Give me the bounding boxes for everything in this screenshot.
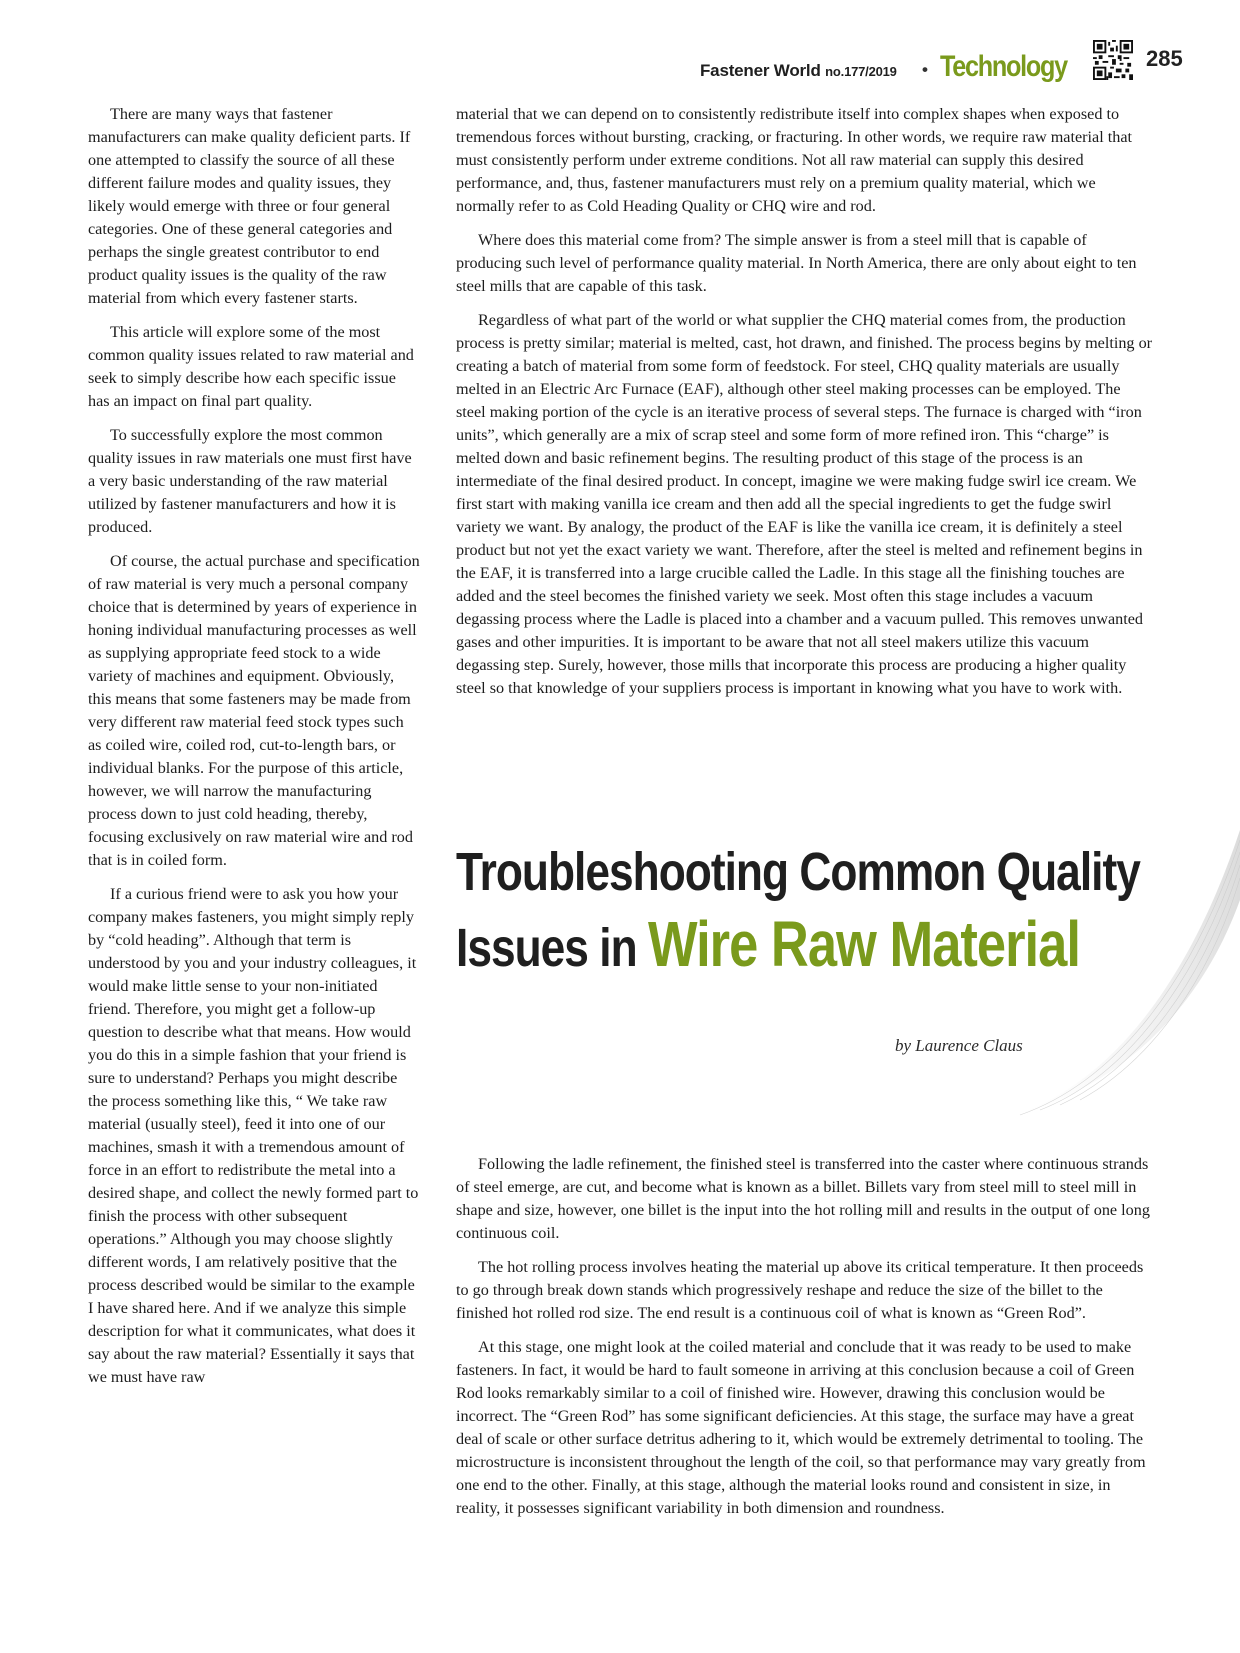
header-separator: • <box>922 60 928 79</box>
magazine-title: Fastener World <box>700 61 821 80</box>
paragraph: Following the ladle refinement, the finished steel is transferred into the caster where continuous strands of steel emerge, are cut, and become what is known as a billet. Billets vary from steel mill to steel mill in shape and size, however, one billet is the input into the hot rolling mill and results in the output of one long continuous coil. <box>456 1155 1150 1242</box>
title-line-2-plain: Issues in <box>456 918 648 978</box>
paragraph: Of course, the actual purchase and specification of raw material is very much a personal company choice that is determined by years of experience in honing individual manufacturing processes as well as supplying appropriate feed stock to a wide variety of machines and equipment. Obviously, this means that some fasteners may be made from very different raw material feed stock types such as coiled wire, coiled rod, cut-to-length bars, or individual blanks. For the purpose of this article, however, we will narrow the manufacturing process down to just cold heading, thereby, focusing exclusively on raw material wire and rod that is in coiled form. <box>88 552 420 869</box>
issue-number: no.177/2019 <box>825 64 897 79</box>
paragraph: Regardless of what part of the world or what supplier the CHQ material comes from, the production process is pretty similar; material is melted, cast, hot drawn, and finished. The process begins by melting or creating a batch of material from some form of feedstock. For steel, CHQ quality materials are usually melted in an Electric Arc Furnace (EAF), although other steel making processes can be employed. The steel making portion of the cycle is an iterative process of several steps. The furnace is charged with “iron units”, which generally are a mix of scrap steel and some form of more refined iron. This “charge” is melted down and basic refinement begins. The resulting product of this stage of the process is an intermediate of the final desired product. In concept, imagine we were making fudge swirl ice cream. We first start with making vanilla ice cream and then add all the special ingredients to get the fudge swirl variety we want. By analogy, the product of the EAF is like the vanilla ice cream, it is definitely a steel product but not yet the exact variety we want. Therefore, after the steel is melted and refinement begins in the EAF, it is transferred into a large crucible called the Ladle. In this stage all the finishing touches are added and the steel becomes the finished variety we seek. Most often this stage includes a vacuum degassing process where the Ladle is placed into a chamber and a vacuum pulled. This removes unwanted gases and other impurities. It is important to be aware that not all steel makers utilize this vacuum degassing step. Surely, however, those mills that incorporate this process are producing a higher quality steel so that knowledge of your suppliers process is important in knowing what you have to work with. <box>456 311 1153 697</box>
page-number: 285 <box>1146 46 1183 71</box>
byline: by Laurence Claus <box>895 1036 1023 1055</box>
paragraph: material that we can depend on to consistently redistribute itself into complex shapes when exposed to tremendous forces without bursting, cracking, or fracturing. In other words, we require raw material that must consistently perform under extreme conditions. Not all raw material can supply this desired performance, and, thus, fastener manufacturers must rely on a premium quality material, which we normally refer to as Cold Heading Quality or CHQ wire and rod. <box>456 105 1133 215</box>
paragraph: To successfully explore the most common quality issues in raw materials one must first have a very basic understanding of the raw material utilized by fastener manufacturers and how it is produced. <box>88 426 412 536</box>
title-line-1: Troubleshooting Common Quality <box>456 842 1140 902</box>
paragraph: Where does this material come from? The simple answer is from a steel mill that is capable of producing such level of performance quality material. In North America, there are only about eight to ten steel mills that are capable of this task. <box>456 231 1137 295</box>
title-line-2 <box>456 908 1080 984</box>
paragraph: This article will explore some of the most common quality issues related to raw material and seek to simply describe how each specific issue has an impact on final part quality. <box>88 323 414 410</box>
qr-code-icon <box>1093 40 1133 80</box>
right-column-top <box>456 103 1154 711</box>
page-header <box>0 40 1240 90</box>
left-column <box>88 103 420 1400</box>
article-title <box>456 836 1176 984</box>
right-column-bottom <box>456 1153 1154 1531</box>
magazine-name <box>700 61 897 81</box>
section-title: Technology <box>940 50 1067 83</box>
paragraph: The hot rolling process involves heating the material up above its critical temperature. It then proceeds to go through break down stands which progressively reshape and reduce the size of the billet to the finished hot rolled rod size. The end result is a continuous coil of what is known as “Green Rod”. <box>456 1258 1144 1322</box>
title-line-2-accent: Wire Raw Material <box>647 908 1080 980</box>
paragraph: If a curious friend were to ask you how your company makes fasteners, you might simply reply by “cold heading”. Although that term is understood by you and your industry colleagues, it would make little sense to your non-initiated friend. Therefore, you might get a follow-up question to describe what that means. How would you do this in a simple fashion that your friend is sure to understand? Perhaps you might describe the process something like this, “ We take raw material (usually steel), feed it into one of our machines, smash it with a tremendous amount of force in an effort to redistribute the metal into a desired shape, and collect the newly formed part to finish the process with other subsequent operations.” Although you may choose slightly different words, I am relatively positive that the process described would be similar to the example I have shared here. And if we analyze this simple description for what it communicates, what does it say about the raw material? Essentially it says that we must have raw <box>88 885 419 1386</box>
paragraph: At this stage, one might look at the coiled material and conclude that it was ready to be used to make fasteners. In fact, it would be hard to fault someone in arriving at this conclusion because a coil of Green Rod looks remarkably similar to a coil of finished wire. However, drawing this conclusion would be incorrect. The “Green Rod” has some significant deficiencies. At this stage, the surface may have a great deal of scale or other surface detritus adhering to it, which would be extremely detrimental to tooling. The microstructure is inconsistent throughout the length of the coil, so that performance may vary greatly from one end to the other. Finally, at this stage, although the material looks round and consistent in size, in reality, it possesses significant variability in both dimension and roundness. <box>456 1338 1146 1517</box>
paragraph: There are many ways that fastener manufacturers can make quality deficient parts. If one attempted to classify the source of all these different failure modes and quality issues, they likely would emerge with three or four general categories. One of these general categories and perhaps the single greatest contributor to end product quality issues is the quality of the raw material from which every fastener starts. <box>88 105 411 307</box>
